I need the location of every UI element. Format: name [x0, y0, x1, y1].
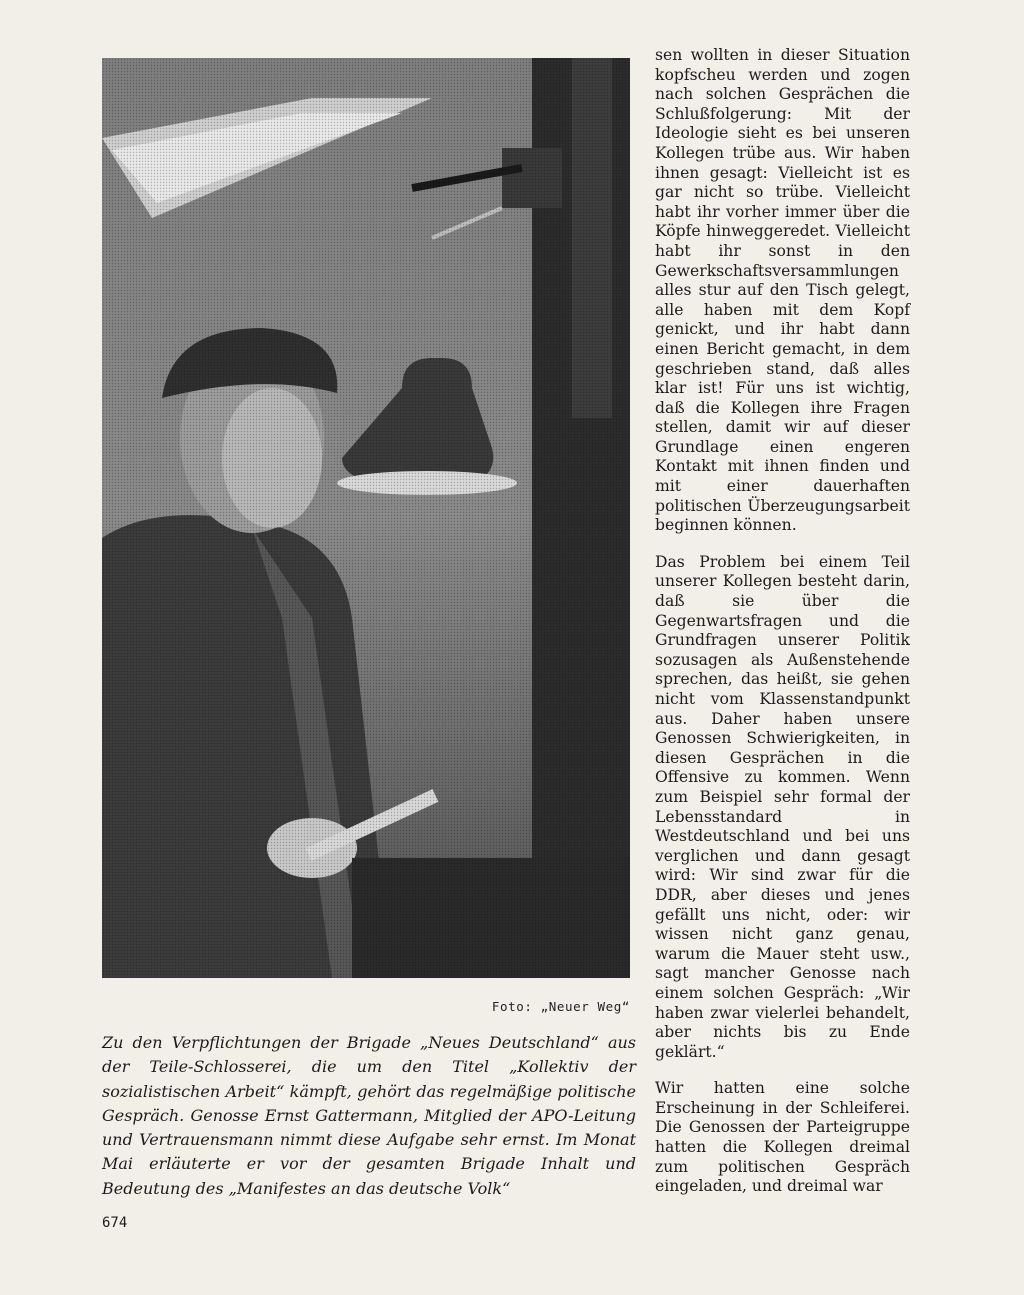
article-text-column — [655, 46, 910, 1214]
photograph-worker-at-workbench — [102, 58, 630, 978]
photo-illustration — [102, 58, 630, 978]
paragraph: Wir hatten eine solche Erscheinung in der Schleiferei. Die Genossen der Parteigruppe hatten die Kollegen dreimal zum politischen Gespräch eingeladen, und dreimal war — [655, 1079, 910, 1196]
photo-caption: Zu den Verpflichtungen der Brigade „Neues Deutschland“ aus der Teile-Schlosserei, die um den Titel „Kollektiv der sozialistischen Arbeit“ kämpft, gehört das regelmäßige politische Gespräch. Genosse Ernst Gattermann, Mitglied der APO-Leitung und Vertrauensmann nimmt diese Aufgabe sehr ernst. Im Monat Mai erläuterte er vor der gesamten Brigade Inhalt und Bedeutung des „Manifestes an das deutsche Volk“ — [102, 1033, 636, 1198]
photo-credit: Foto: „Neuer Weg“ — [491, 999, 630, 1014]
page-number: 674 — [102, 1215, 128, 1231]
paragraph: Das Problem bei einem Teil unserer Kollegen besteht darin, daß sie über die Gegenwartsfragen und die Grundfragen unserer Politik sozusagen als Außenstehende sprechen, das heißt, sie gehen nicht vom Klassenstandpunkt aus. Daher haben unsere Genossen Schwierigkeiten, in diesen Gesprächen in die Offensive zu kommen. Wenn zum Beispiel sehr formal der Lebensstandard in Westdeutschland und bei uns verglichen und dann gesagt wird: Wir sind zwar für die DDR, aber dieses und jenes gefällt uns nicht, oder: wir wissen nicht ganz genau, warum die Mauer steht usw., sagt mancher Genosse nach einem solchen Gespräch: „Wir haben zwar vielerlei behandelt, aber nichts bis zu Ende geklärt.“ — [655, 552, 910, 1061]
paragraph: sen wollten in dieser Situation kopfscheu werden und zogen nach solchen Gesprächen die Schlußfolgerung: Mit der Ideologie sieht es bei unseren Kollegen trübe aus. Wir haben ihnen gesagt: Vielleicht ist es gar nicht so trübe. Vielleicht habt ihr vorher immer über die Köpfe hinweggeredet. Vielleicht habt ihr sonst in den Gewerkschaftsversammlungen alles stur auf den Tisch gelegt, alle haben mit dem Kopf genickt, und ihr habt dann einen Bericht gemacht, in dem geschrieben stand, daß alles klar ist! Für uns ist wichtig, daß die Kollegen ihre Fragen stellen, damit wir auf dieser Grundlage einen engeren Kontakt mit ihnen finden und mit einer dauerhaften politischen Überzeugungsarbeit beginnen können. — [655, 46, 910, 535]
